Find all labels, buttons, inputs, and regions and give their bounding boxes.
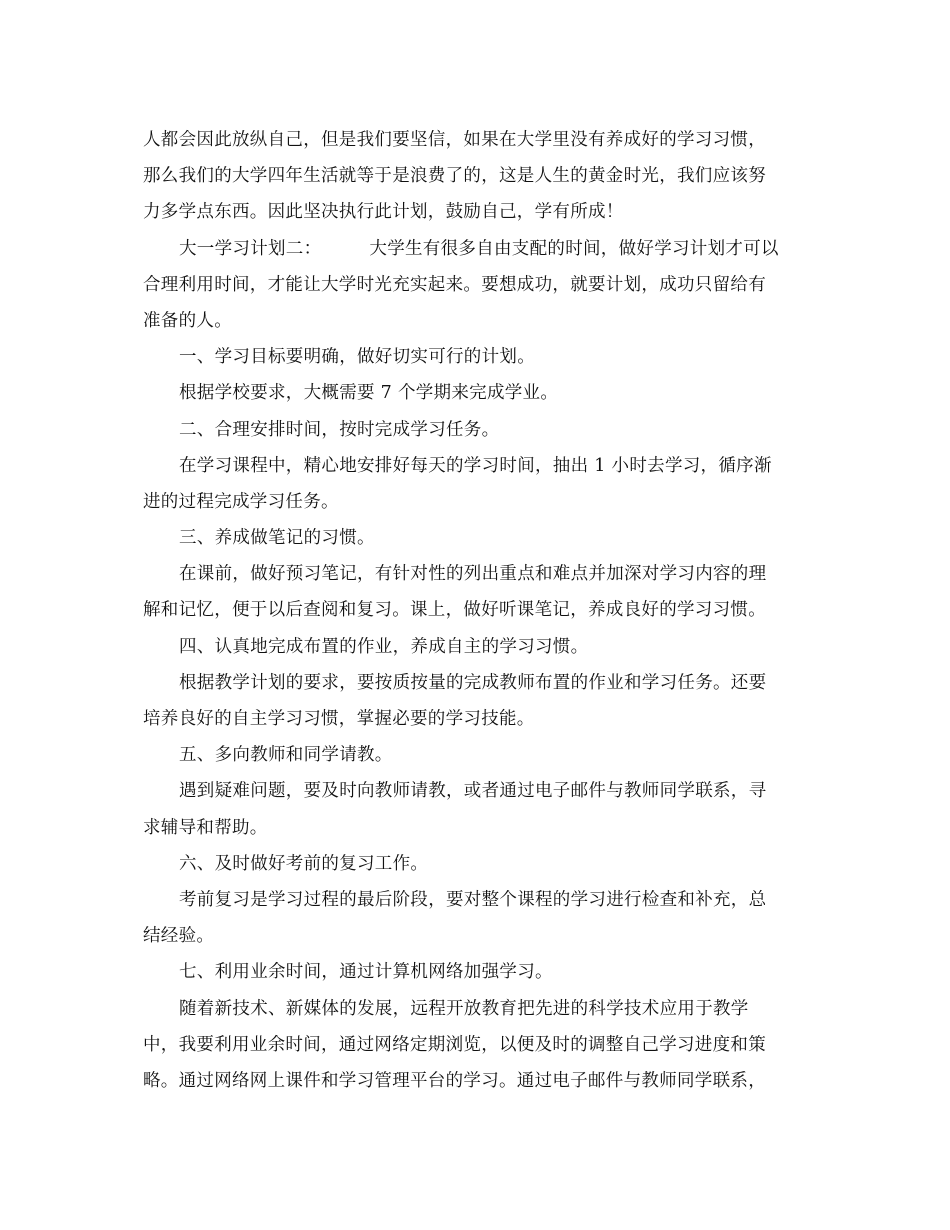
text-line: 求辅导和帮助。 <box>143 817 268 838</box>
document-body <box>143 122 803 1099</box>
text-line: 随着新技术、新媒体的发展，远程开放教育把先进的科学技术应用于教学 <box>179 998 749 1019</box>
text-line: 准备的人。 <box>143 310 232 331</box>
section-heading: 三、养成做笔记的习惯。 <box>179 528 375 549</box>
section-heading: 五、多向教师和同学请教。 <box>179 745 393 766</box>
section-heading: 一、学习目标要明确，做好切实可行的计划。 <box>179 347 535 368</box>
text-line: 解和记忆，便于以后查阅和复习。课上，做好听课笔记，养成良好的学习习惯。 <box>143 600 766 621</box>
section-heading: 七、利用业余时间，通过计算机网络加强学习。 <box>179 962 553 983</box>
text-line: 进的过程完成学习任务。 <box>143 491 339 512</box>
plan-two-heading: 大一学习计划二： <box>179 238 322 259</box>
text-line: 合理利用时间，才能让大学时光充实起来。要想成功，就要计划，成功只留给有 <box>143 274 766 295</box>
text-line: 遇到疑难问题，要及时向教师请教，或者通过电子邮件与教师同学联系，寻 <box>179 781 767 802</box>
text-line: 那么我们的大学四年生活就等于是浪费了的，这是人生的黄金时光，我们应该努 <box>143 166 766 187</box>
text-line: 在学习课程中，精心地安排好每天的学习时间，抽出 1 小时去学习，循序渐 <box>179 455 772 476</box>
text-line: 中，我要利用业余时间，通过网络定期浏览，以便及时的调整自己学习进度和策 <box>143 1034 766 1055</box>
text-line: 在课前，做好预习笔记，有针对性的列出重点和难点并加深对学习内容的理 <box>179 564 767 585</box>
text-line: 根据教学计划的要求，要按质按量的完成教师布置的作业和学习任务。还要 <box>179 672 767 693</box>
text-line: 人都会因此放纵自己，但是我们要坚信，如果在大学里没有养成好的学习习惯， <box>143 130 766 150</box>
section-heading: 二、合理安排时间，按时完成学习任务。 <box>179 419 500 440</box>
text-line: 考前复习是学习过程的最后阶段，要对整个课程的学习进行检查和补充，总 <box>179 889 767 910</box>
text-line: 根据学校要求，大概需要 7 个学期来完成学业。 <box>179 383 559 404</box>
text-line: 略。通过网络网上课件和学习管理平台的学习。通过电子邮件与教师同学联系， <box>143 1070 766 1091</box>
text-line: 培养良好的自主学习习惯，掌握必要的学习技能。 <box>143 709 535 729</box>
section-heading: 六、及时做好考前的复习工作。 <box>179 853 429 874</box>
text-line: 结经验。 <box>143 926 215 947</box>
section-heading: 四、认真地完成布置的作业，养成自主的学习习惯。 <box>179 636 589 657</box>
plan-two-intro: 大学生有很多自由支配的时间，做好学习计划才可以 <box>369 238 779 259</box>
text-line: 力多学点东西。因此坚决执行此计划，鼓励自己，学有所成！ <box>143 202 624 223</box>
plan-two-heading-line <box>143 231 803 267</box>
